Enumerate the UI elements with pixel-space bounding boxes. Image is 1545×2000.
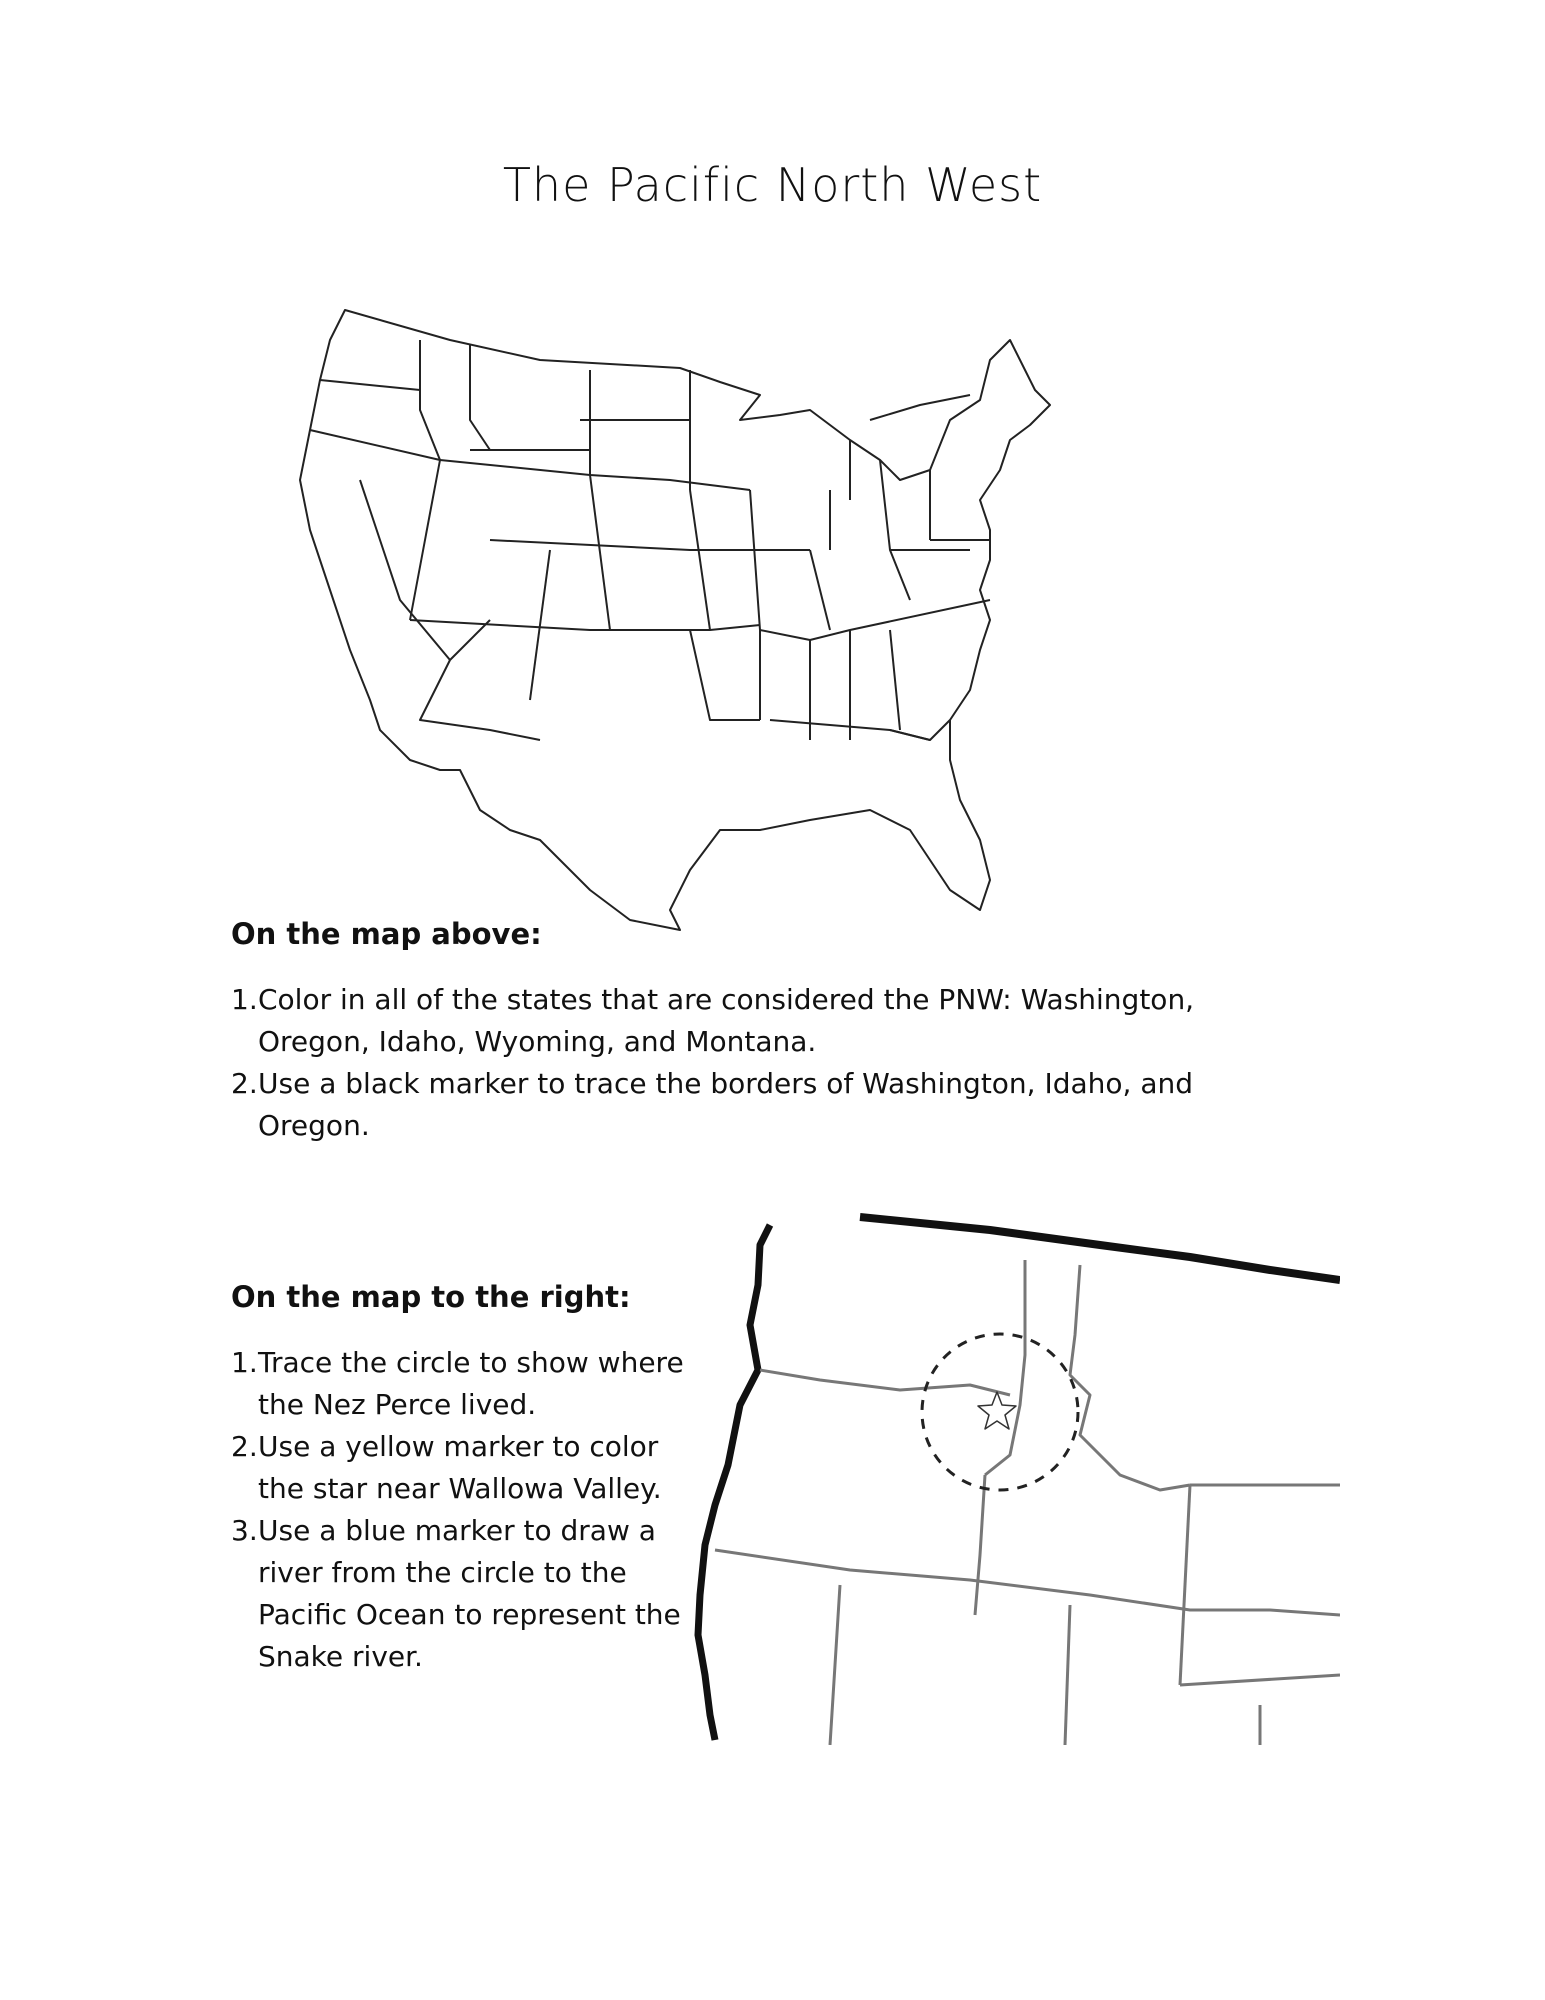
instruction-list — [231, 979, 1211, 1147]
list-number: 1. — [231, 1346, 258, 1379]
list-number: 2. — [231, 1067, 258, 1100]
section-heading: On the map to the right: — [231, 1280, 631, 1314]
list-item — [231, 979, 1211, 1063]
instructions-map-above — [231, 917, 1211, 1147]
us-states-outline-map — [290, 300, 1310, 940]
state-border — [830, 1585, 840, 1745]
list-text: Use a yellow marker to color the star near Wallowa Valley. — [258, 1430, 662, 1505]
state-border — [1180, 1485, 1190, 1685]
state-border — [715, 1550, 1340, 1615]
canada-border — [860, 1217, 1340, 1280]
list-number: 2. — [231, 1430, 258, 1463]
page-title: The Pacific North West — [502, 158, 1043, 212]
instruction-list — [231, 1342, 701, 1678]
list-item — [231, 1510, 701, 1678]
list-text: Trace the circle to show where the Nez Perce lived. — [258, 1346, 684, 1421]
state-border — [760, 1370, 1010, 1395]
nez-perce-circle — [922, 1334, 1078, 1490]
list-text: Use a blue marker to draw a river from the circle to the Pacific Ocean to represent the Snake river. — [258, 1514, 681, 1673]
state-border — [985, 1260, 1025, 1475]
instructions-map-right — [231, 1280, 701, 1678]
list-number: 1. — [231, 983, 258, 1016]
list-item — [231, 1063, 1211, 1147]
list-text: Color in all of the states that are considered the PNW: Washington, Oregon, Idaho, Wyoming, and Montana. — [258, 983, 1195, 1058]
pnw-regional-map — [670, 1205, 1340, 1745]
list-item — [231, 1342, 701, 1426]
state-border — [975, 1475, 985, 1615]
state-border — [1065, 1605, 1070, 1745]
section-heading: On the map above: — [231, 917, 542, 951]
list-text: Use a black marker to trace the borders of Washington, Idaho, and Oregon. — [258, 1067, 1194, 1142]
state-border — [1070, 1265, 1190, 1490]
star-icon — [978, 1392, 1016, 1429]
list-number: 3. — [231, 1514, 258, 1547]
state-border — [1180, 1675, 1340, 1685]
list-item — [231, 1426, 701, 1510]
coastline — [698, 1225, 770, 1740]
